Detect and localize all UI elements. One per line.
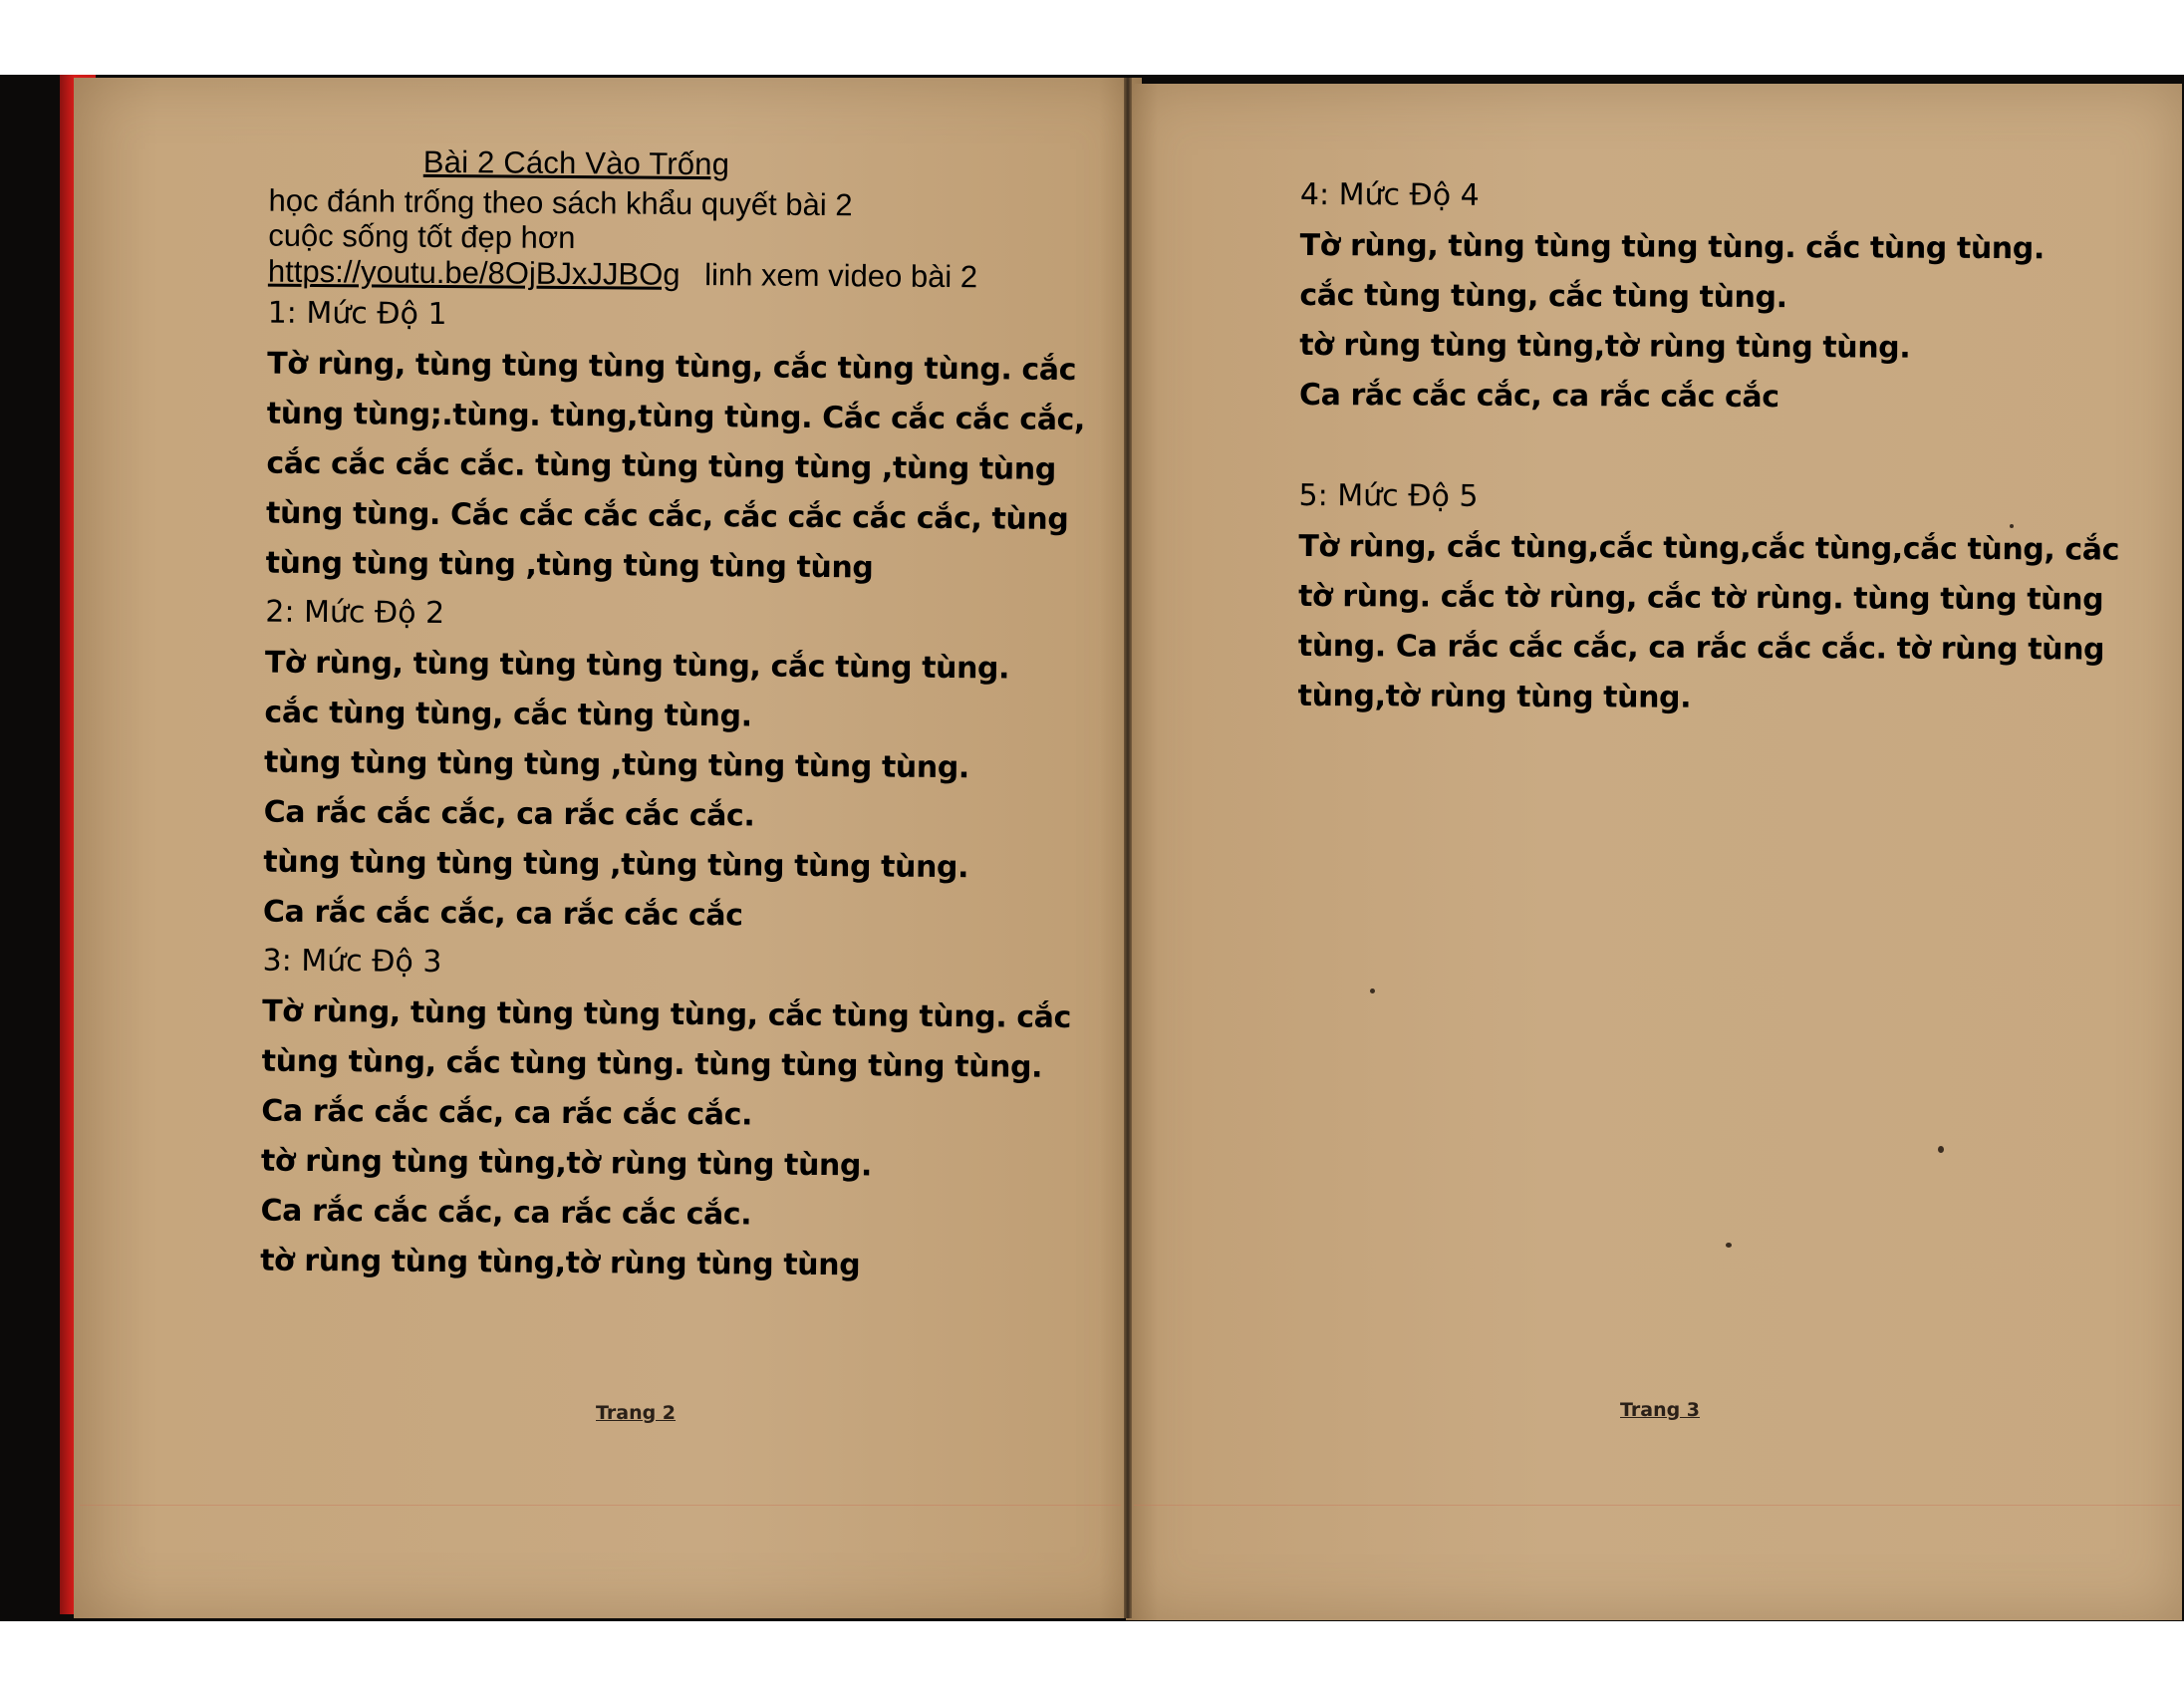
text-line: tùng tùng;.tùng. tùng,tùng tùng. Cắc cắc cắc cắc, (266, 396, 1086, 438)
section-text (260, 988, 1072, 1292)
text-line: tùng tùng tùng tùng ,tùng tùng tùng tùng. (263, 844, 969, 886)
right-page-content (1297, 171, 2120, 724)
text-line: cắc tùng tùng, cắc tùng tùng. (264, 695, 752, 734)
text-line: Tờ rùng, cắc tùng,cắc tùng,cắc tùng,cắc tùng, cắc (1298, 528, 2120, 568)
section-level-4 (1299, 175, 2097, 424)
text-line: tùng tùng. Cắc cắc cắc cắc, cắc cắc cắc cắc, tùng (265, 495, 1069, 537)
text-line: Ca rắc cắc cắc, ca rắc cắc cắc. (261, 1093, 753, 1133)
text-line: Tờ rùng, tùng tùng tùng tùng, cắc tùng tùng. (264, 645, 1010, 687)
text-line: tờ rùng tùng tùng,tờ rùng tùng tùng (260, 1243, 861, 1283)
section-level-3 (180, 941, 1072, 1292)
video-link[interactable]: https://youtu.be/8OjBJxJJBOg (267, 253, 681, 292)
section-text (265, 340, 1086, 595)
text-line: tùng,tờ rùng tùng tùng. (1297, 678, 1692, 715)
text-line: cắc tùng tùng, cắc tùng tùng. (1299, 277, 1787, 316)
text-line: Ca rắc cắc cắc, ca rắc cắc cắc (1298, 377, 1779, 416)
lesson-title: Bài 2 Cách Vào Trống (422, 143, 730, 182)
left-page-content (180, 142, 1086, 1292)
section-heading: 4: Mức Độ 4 (1299, 176, 1480, 213)
text-line: tờ rùng. cắc tờ rùng, cắc tờ rùng. tùng tùng tùng (1298, 578, 2104, 618)
page-bottom-rule-left (80, 1505, 1121, 1506)
paper-speck (1726, 1243, 1732, 1248)
section-level-5 (1297, 476, 2120, 724)
page-number-left: Trang 2 (596, 1402, 677, 1424)
video-link-caption: linh xem video bài 2 (704, 257, 978, 295)
text-line: Ca rắc cắc cắc, ca rắc cắc cắc (262, 894, 743, 934)
section-text (1297, 522, 2120, 724)
section-level-2 (183, 592, 1063, 944)
page-number-right: Trang 3 (1620, 1399, 1701, 1421)
text-line: Ca rắc cắc cắc, ca rắc cắc cắc. (263, 794, 755, 834)
section-text (263, 639, 1062, 944)
section-text (1299, 221, 2097, 424)
text-line: Ca rắc cắc cắc, ca rắc cắc cắc. (260, 1193, 752, 1233)
intro-line: học đánh trống theo sách khẩu quyết bài 2 (268, 182, 853, 223)
text-line: cắc cắc cắc cắc. tùng tùng tùng tùng ,tùng tùng (266, 445, 1057, 487)
text-line: tùng tùng, cắc tùng tùng. tùng tùng tùng tùng. (261, 1043, 1043, 1085)
paper-speck (1938, 1146, 1944, 1153)
text-line: Tờ rùng, tùng tùng tùng tùng. cắc tùng tùng. (1299, 227, 2045, 267)
video-link-line (268, 253, 1065, 296)
text-line: tùng tùng tùng tùng ,tùng tùng tùng tùng. (263, 744, 969, 786)
text-line: tùng. Ca rắc cắc cắc, ca rắc cắc cắc. tờ rùng tùng (1297, 628, 2105, 668)
page-bottom-rule-right (1134, 1505, 2180, 1506)
text-line: Tờ rùng, tùng tùng tùng tùng, cắc tùng tùng. cắc (262, 993, 1072, 1035)
paper-speck (2010, 524, 2014, 528)
text-line: Tờ rùng, tùng tùng tùng tùng, cắc tùng tùng. cắc (267, 346, 1077, 388)
section-spacer (1299, 421, 2096, 475)
text-line: tùng tùng tùng ,tùng tùng tùng tùng (265, 545, 874, 586)
text-line: tờ rùng tùng tùng,tờ rùng tùng tùng. (260, 1143, 873, 1184)
section-heading: 2: Mức Độ 2 (265, 594, 445, 632)
section-heading: 5: Mức Độ 5 (1298, 477, 1479, 514)
section-heading: 1: Mức Độ 1 (267, 295, 447, 333)
book-gutter (1124, 78, 1132, 1618)
paper-speck (1370, 988, 1375, 993)
section-heading: 3: Mức Độ 3 (262, 943, 442, 981)
text-line: tờ rùng tùng tùng,tờ rùng tùng tùng. (1299, 327, 1911, 366)
section-level-1 (185, 293, 1086, 595)
intro-line: cuộc sống tốt đẹp hơn (268, 217, 576, 256)
